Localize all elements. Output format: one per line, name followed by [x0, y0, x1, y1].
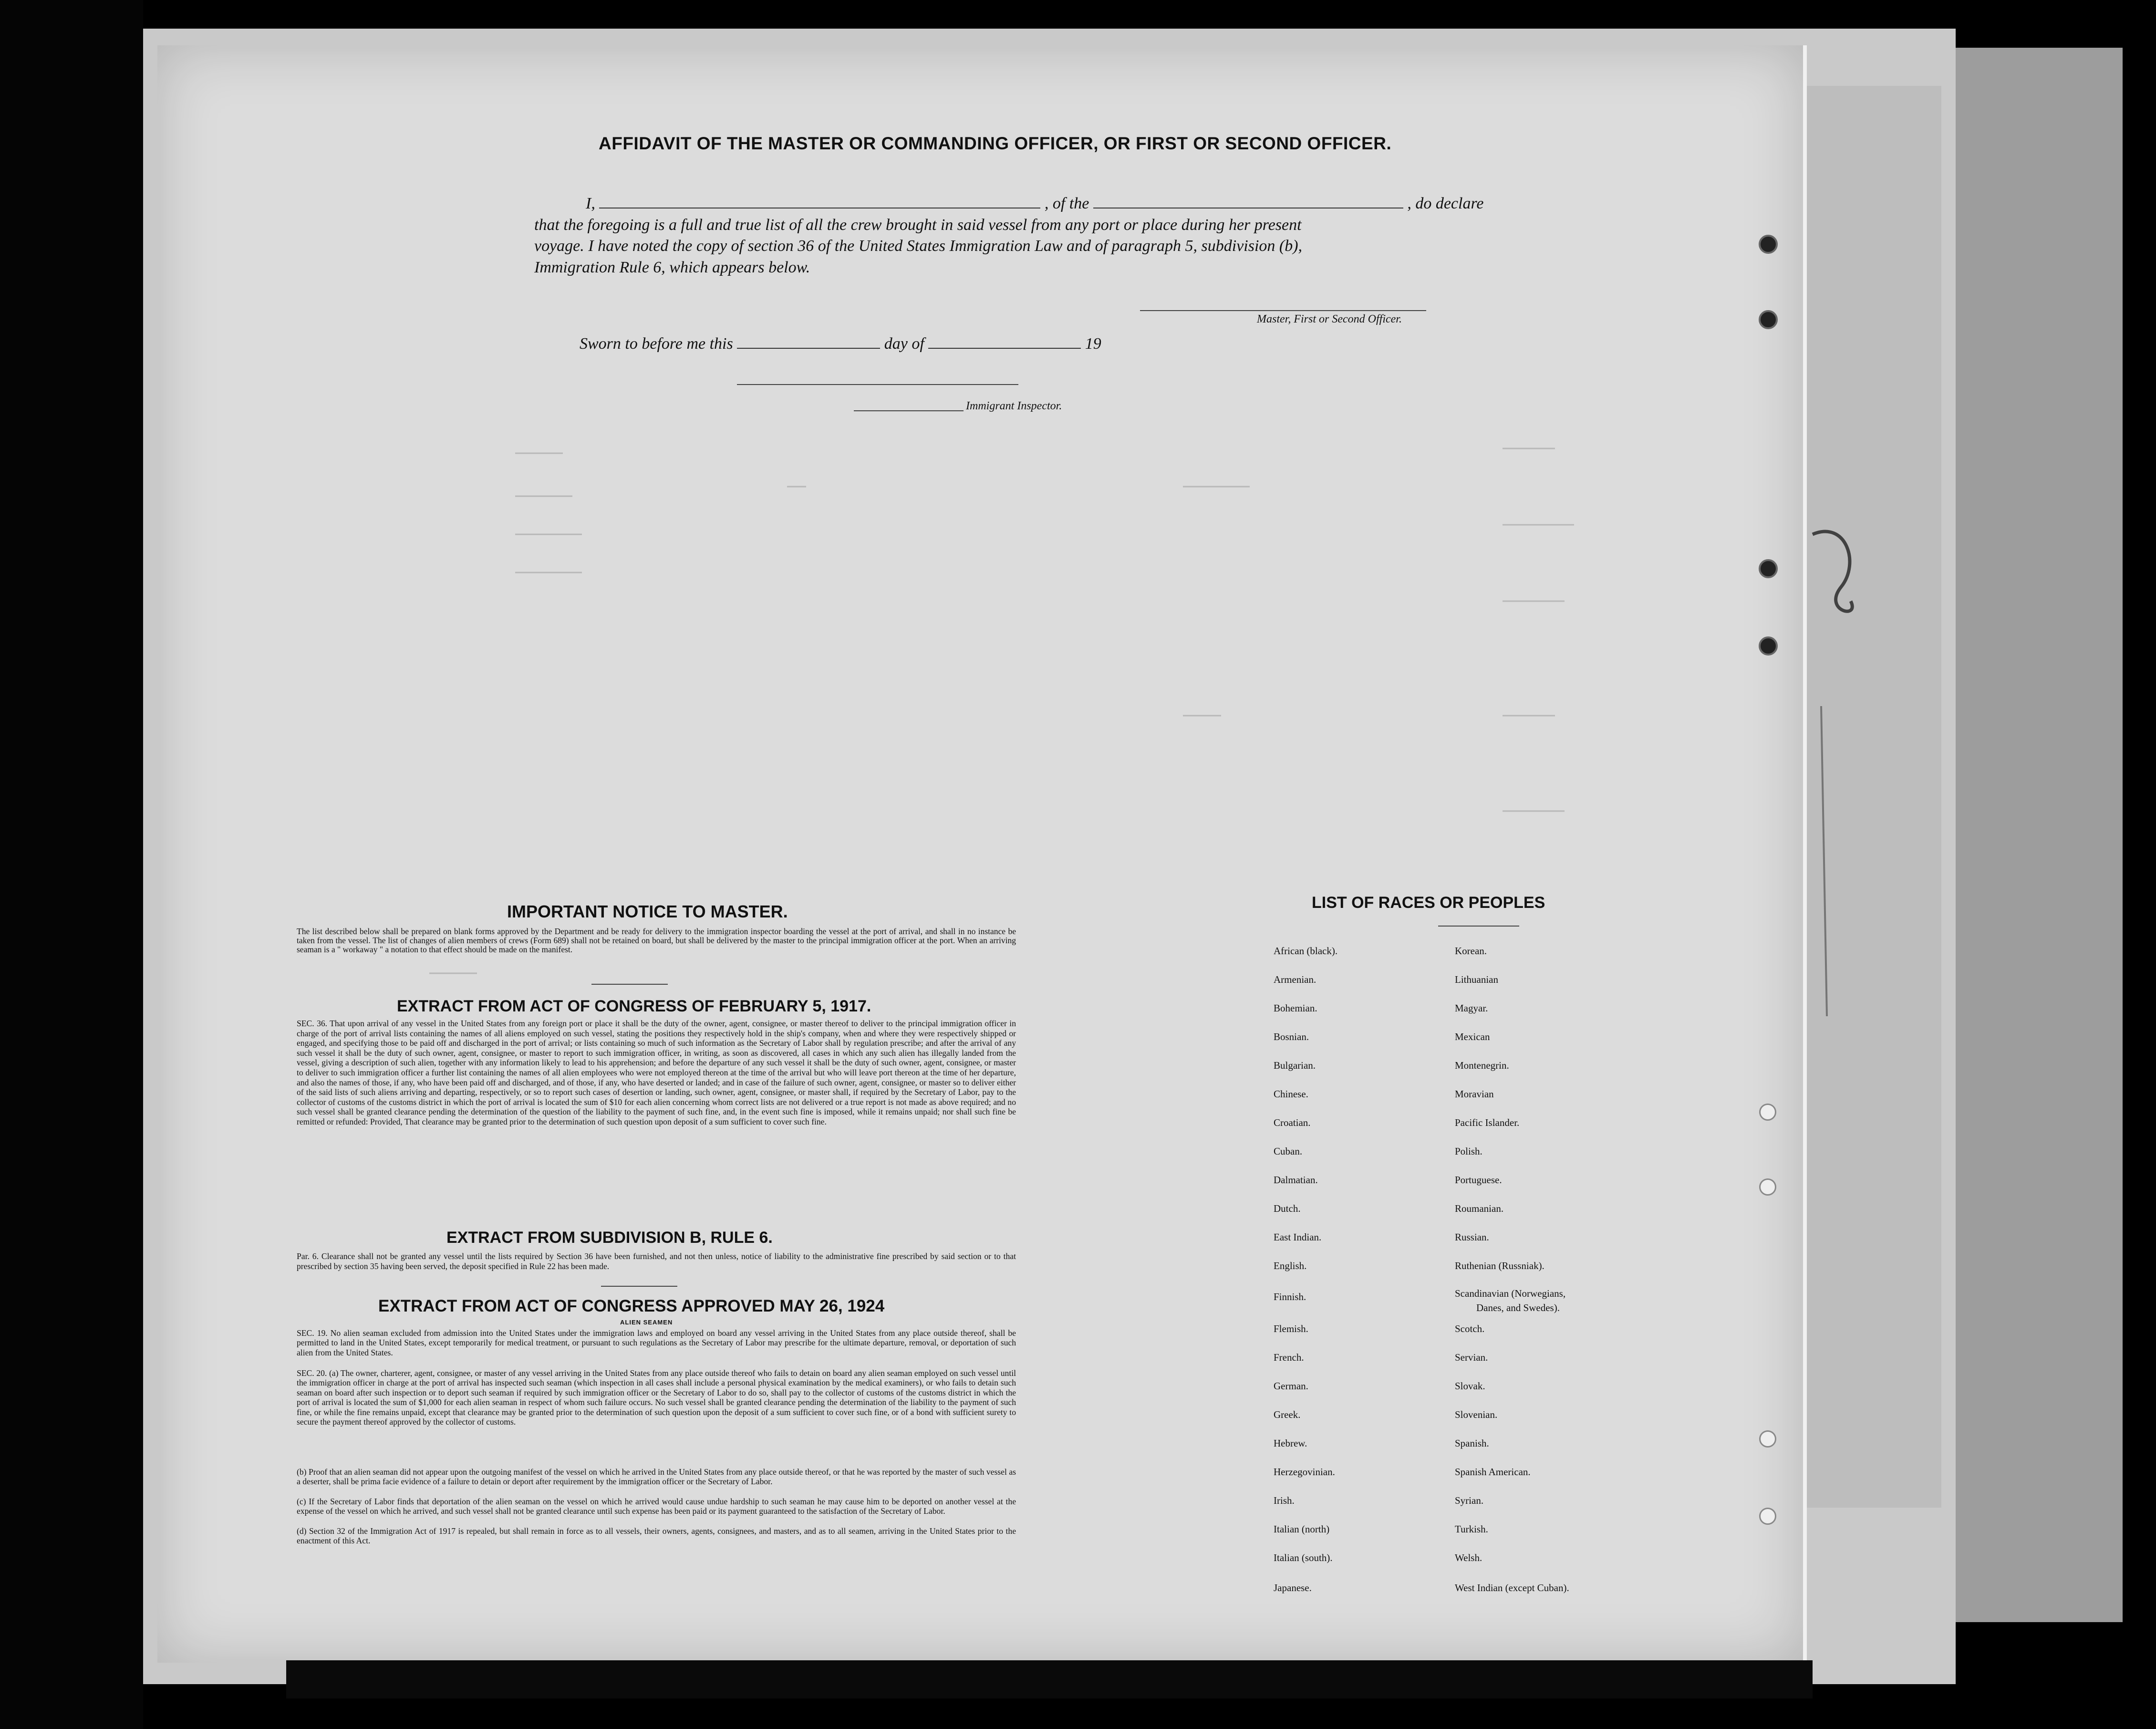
- race-item: Bulgarian.: [1274, 1060, 1316, 1071]
- sworn-prefix: Sworn to before me this: [580, 335, 733, 353]
- race-item: Hebrew.: [1274, 1437, 1307, 1449]
- race-item: Cuban.: [1274, 1146, 1303, 1157]
- race-item: Dalmatian.: [1274, 1174, 1318, 1186]
- signature-caption: Master, First or Second Officer.: [1257, 313, 1402, 325]
- race-item: Russian.: [1455, 1231, 1489, 1243]
- signature-line: [1140, 310, 1426, 311]
- race-item: Magyar.: [1455, 1002, 1488, 1014]
- extract-1917-title: EXTRACT FROM ACT OF CONGRESS OF FEBRUARY 5, 1917.: [397, 997, 871, 1015]
- extract-1917-text: SEC. 36. That upon arrival of any vessel in the United States from any foreign port or place it shall be the duty of the owner, agent, consignee, or master thereof to deliver to the principal immigration officer in charge of the port of arrival lists containing the names of all aliens employed on such vessel, stating the positions they respectively hold in the ship's company, when and where they were respectively shipped or engaged, and specifying those to be paid off and discharged in the port of arrival; or lists containing so much of such information as the Secretary of Labor shall by regulation prescribe; and after the arrival of any such vessel it shall be the duty of such owner, agent, consignee, or master to report to such immigration officer, in writing, as soon as discovered, all cases in which any such alien has illegally landed from the vessel, giving a description of such alien, together with any information likely to lead to his apprehension; and before the departure of any such vessel it shall be the duty of such owner, agent, consignee, or master to deliver to such immigration officer a further list containing the names of all alien employees who were not employed thereon at the time of the arrival but who will leave port thereon at the time of her departure, and also the names of those, if any, who have been paid off and discharged, and of those, if any, who have deserted or landed; and in case of the failure of such owner, agent, consignee, or master so to deliver either of the said lists of such aliens arriving and departing, respectively, or so to report such cases of desertion or landing, such owner, agent, consignee, or master shall, if required by the Secretary of Labor, pay to the collector of customs of the customs district in which the port of arrival is located the sum of $10 for each alien concerning whom correct lists are not delivered or a true report is not made as above required; and no such vessel shall be granted clearance pending the determination of the question of the liability to the payment of such fine, and, in the event such fine is imposed, while it remains unpaid; nor shall such fine be remitted or refunded: Provided, That clearance may be granted prior to the determination of such question upon deposit of a sum sufficient to cover such fine.: [297, 1019, 1016, 1126]
- race-item: Dutch.: [1274, 1203, 1301, 1214]
- sworn-line: [580, 335, 1101, 353]
- alien-seamen-subheading: ALIEN SEAMEN: [620, 1319, 673, 1326]
- race-item: Turkish.: [1455, 1523, 1488, 1535]
- race-item: Bosnian.: [1274, 1031, 1309, 1042]
- race-item: Scotch.: [1455, 1323, 1485, 1334]
- races-list-title: LIST OF RACES OR PEOPLES: [1312, 894, 1545, 912]
- race-item: Irish.: [1274, 1495, 1295, 1506]
- affidavit-declaration-line: [586, 195, 1484, 213]
- race-item: Mexican: [1455, 1031, 1490, 1042]
- sworn-month-blank: [928, 348, 1081, 349]
- race-item: Servian.: [1455, 1352, 1488, 1363]
- race-item: Spanish.: [1455, 1437, 1489, 1449]
- race-item: Portuguese.: [1455, 1174, 1502, 1186]
- race-item: Bohemian.: [1274, 1002, 1317, 1014]
- inspector-caption: Immigrant Inspector.: [966, 400, 1062, 412]
- race-item: Polish.: [1455, 1146, 1482, 1157]
- race-item: Moravian: [1455, 1088, 1494, 1100]
- important-notice-title: IMPORTANT NOTICE TO MASTER.: [507, 902, 788, 921]
- race-item: English.: [1274, 1260, 1307, 1271]
- race-item: Armenian.: [1274, 974, 1316, 985]
- affidavit-title: AFFIDAVIT OF THE MASTER OR COMMANDING OFFICER, OR FIRST OR SECOND OFFICER.: [599, 134, 1392, 153]
- race-item: Flemish.: [1274, 1323, 1308, 1334]
- extract-rule6-text: Par. 6. Clearance shall not be granted any vessel until the lists required by Section 36 have been furnished, and not then unless, notice of liability to the administrative fine prescribed by said section or to that prescribed by section 35 having been served, the deposit specified in Rule 22 has been made.: [297, 1251, 1016, 1271]
- race-item: Finnish.: [1274, 1291, 1306, 1302]
- race-item: Syrian.: [1455, 1495, 1484, 1506]
- race-item: East Indian.: [1274, 1231, 1322, 1243]
- section-divider: [601, 1286, 677, 1287]
- affidavit-declare-label: , do declare: [1407, 195, 1484, 212]
- affidavit-text-line: voyage. I have noted the copy of section 36 of the United States Immigration Law and of paragraph 5, subdivision (b),: [534, 237, 1303, 255]
- race-item: Roumanian.: [1455, 1203, 1504, 1214]
- extract-1924-title: EXTRACT FROM ACT OF CONGRESS APPROVED MAY 26, 1924: [378, 1297, 885, 1315]
- section-divider: [591, 984, 668, 985]
- race-item: Scandinavian (Norwegians,: [1455, 1288, 1566, 1299]
- sworn-year-label: 19: [1085, 335, 1101, 353]
- sworn-day-of-label: day of: [884, 335, 924, 353]
- race-item: Italian (north): [1274, 1523, 1330, 1535]
- affidavit-i-label: I,: [586, 195, 595, 212]
- race-item: Korean.: [1455, 945, 1487, 957]
- important-notice-text: The list described below shall be prepared on blank forms approved by the Department and be ready for delivery to the immigration inspector boarding the vessel at the port of arrival, and shall in no instance be taken from the vessel. The list of changes of alien members of crews (Form 689) shall not be retained on board, but shall be delivered by the master to the principal immigration officer at the port. When an arriving seaman is a " workaway " a notation to that effect should be made on the manifest.: [297, 927, 1016, 954]
- race-item: German.: [1274, 1380, 1308, 1392]
- race-item: Montenegrin.: [1455, 1060, 1509, 1071]
- extract-rule6-title: EXTRACT FROM SUBDIVISION B, RULE 6.: [446, 1229, 773, 1247]
- race-item: Pacific Islander.: [1455, 1117, 1520, 1128]
- race-item: Ruthenian (Russniak).: [1455, 1260, 1544, 1271]
- race-item: Herzegovinian.: [1274, 1466, 1335, 1478]
- race-item: Slovak.: [1455, 1380, 1485, 1392]
- races-title-divider: [1438, 926, 1519, 927]
- race-item: Japanese.: [1274, 1582, 1312, 1594]
- race-item: Welsh.: [1455, 1552, 1482, 1563]
- race-item: Lithuanian: [1455, 974, 1498, 985]
- affidavit-text-line: that the foregoing is a full and true list of all the crew brought in said vessel from any port or place during her present: [534, 216, 1302, 234]
- race-item: Slovenian.: [1455, 1409, 1498, 1420]
- race-item: African (black).: [1274, 945, 1338, 957]
- inspector-upper-line: [737, 384, 1018, 385]
- race-item: Spanish American.: [1455, 1466, 1531, 1478]
- scan-border-bottom: [286, 1660, 1813, 1698]
- race-item: Greek.: [1274, 1409, 1301, 1420]
- extract-1924-sec20b: (b) Proof that an alien seaman did not appear upon the outgoing manifest of the vessel on which he arrived in the United States from any place outside thereof, or that he was reported by the master of such vessel as a deserter, shall be prima facie evidence of a failure to detain or deport after requirement by the immigration officer or the Secretary of Labor.: [297, 1467, 1016, 1487]
- affidavit-text-line: Immigration Rule 6, which appears below.: [534, 259, 810, 276]
- race-item: Chinese.: [1274, 1088, 1308, 1100]
- inspector-signature-line: [854, 410, 964, 411]
- extract-1924-sec20d: (d) Section 32 of the Immigration Act of 1917 is repealed, but shall remain in force as to all vessels, their owners, agents, consignees, and masters, and as to all seamen, arriving in the United States prior to the enactment of this Act.: [297, 1526, 1016, 1546]
- race-item: Croatian.: [1274, 1117, 1311, 1128]
- affidavit-of-the-label: , of the: [1044, 195, 1089, 212]
- sworn-day-blank: [737, 348, 880, 349]
- race-item: Italian (south).: [1274, 1552, 1333, 1563]
- extract-1924-sec19: SEC. 19. No alien seaman excluded from admission into the United States under the immigration laws and employed on board any vessel arriving in the United States from any place outside thereof, shall be permitted to land in the United States, except temporarily for medical treatment, or pursuant to such regulations as the Secretary of Labor may prescribe for the ultimate departure, removal, or deportation of such alien from the United States.: [297, 1328, 1016, 1357]
- race-item: West Indian (except Cuban).: [1455, 1582, 1569, 1594]
- race-item-continuation: Danes, and Swedes).: [1476, 1302, 1560, 1313]
- extract-1924-sec20c: (c) If the Secretary of Labor finds that deportation of the alien seaman on the vessel on which he arrived would cause undue hardship to such seaman he may cause him to be deported on another vessel at the expense of the vessel on which he arrived, and such vessel shall not be granted clearance until such expense has been paid or its payment guaranteed to the satisfaction of the Secretary of Labor.: [297, 1497, 1016, 1516]
- extract-1924-sec20a: SEC. 20. (a) The owner, charterer, agent, consignee, or master of any vessel arriving in the United States from any place outside thereof who fails to detain on board any alien seaman employed on such vessel until the immigration officer in charge at the port of arrival has inspected such seaman (which inspection in all cases shall include a personal physical examination by the medical examiners), or who fails to detain such seaman on board after such inspection or to deport such seaman if required by such immigration officer or the Secretary of Labor to do so, shall pay to the collector of customs of the customs district in which the port of arrival is located the sum of $1,000 for each alien seaman in respect of whom such failure occurs. No such vessel shall be granted clearance pending the determination of the liability to the payment of such fine, or while the fine remains unpaid, except that clearance may be granted prior to the determination of such question upon the deposit of a sum sufficient to cover such fine, or of a bond with sufficient surety to secure the payment thereof approved by the collector of customs.: [297, 1368, 1016, 1427]
- race-item: French.: [1274, 1352, 1304, 1363]
